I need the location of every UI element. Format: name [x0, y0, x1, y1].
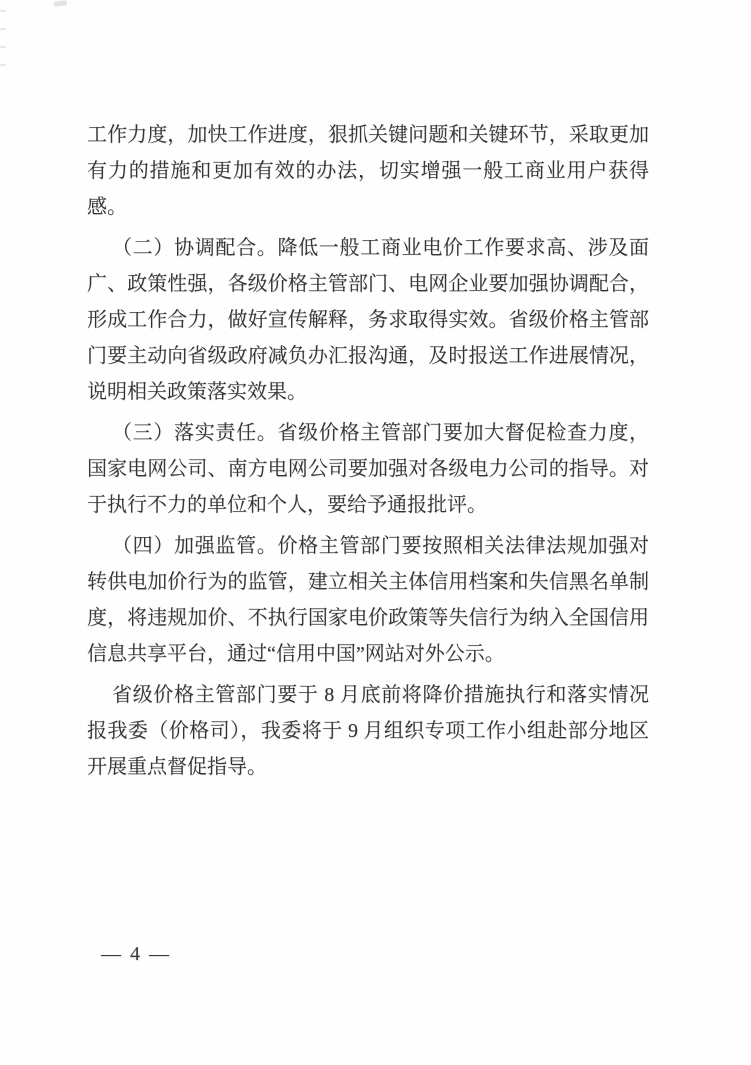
text-line: 度，将违规加价、不执行国家电价政策等失信行为纳入全国信用	[87, 607, 649, 629]
text-line: 门要主动向省级政府减负办汇报沟通，及时报送工作进展情况，	[87, 345, 649, 367]
document-body	[87, 117, 649, 785]
scan-edge-artifact	[0, 28, 6, 30]
text-line: 说明相关政策落实效果。	[87, 381, 307, 403]
scan-edge-artifact	[0, 46, 6, 48]
text-line: 开展重点督促指导。	[87, 756, 267, 778]
text-line: （四）加强监管。价格主管部门要按照相关法律法规加强对	[112, 535, 649, 557]
scan-smudge-artifact	[54, 0, 67, 6]
text-line: 信息共享平台，通过“信用中国”网站对外公示。	[87, 643, 505, 665]
text-line: 转供电加价行为的监管，建立相关主体信用档案和失信黑名单制	[87, 571, 649, 593]
text-line: 于执行不力的单位和个人，要给予通报批评。	[87, 494, 487, 516]
text-line: 报我委（价格司），我委将于 9 月组织专项工作小组赴部分地区	[87, 720, 649, 742]
text-line: 广、政策性强，各级价格主管部门、电网企业要加强协调配合，	[87, 273, 649, 295]
text-line: 工作力度，加快工作进度，狠抓关键问题和关键环节，采取更加	[87, 124, 649, 146]
paragraph-closing	[87, 677, 649, 785]
text-line: （三）落实责任。省级价格主管部门要加大督促检查力度，	[112, 422, 649, 444]
text-line: 感。	[87, 196, 127, 218]
text-line: 省级价格主管部门要于 8 月底前将降价措施执行和落实情况	[112, 684, 649, 706]
text-line: 形成工作合力，做好宣传解释，务求取得实效。省级价格主管部	[87, 309, 649, 331]
scan-edge-artifact	[0, 64, 6, 66]
paragraph-item-2	[87, 230, 649, 410]
scan-edge-artifact	[0, 10, 6, 12]
text-line: 有力的措施和更加有效的办法，切实增强一般工商业用户获得	[87, 160, 649, 182]
page-number: — 4 —	[101, 943, 171, 965]
text-line: 国家电网公司、南方电网公司要加强对各级电力公司的指导。对	[87, 458, 649, 480]
paragraph-item-4	[87, 528, 649, 672]
paragraph-continuation	[87, 117, 649, 225]
text-line: （二）协调配合。降低一般工商业电价工作要求高、涉及面	[112, 237, 649, 259]
paragraph-item-3	[87, 415, 649, 523]
